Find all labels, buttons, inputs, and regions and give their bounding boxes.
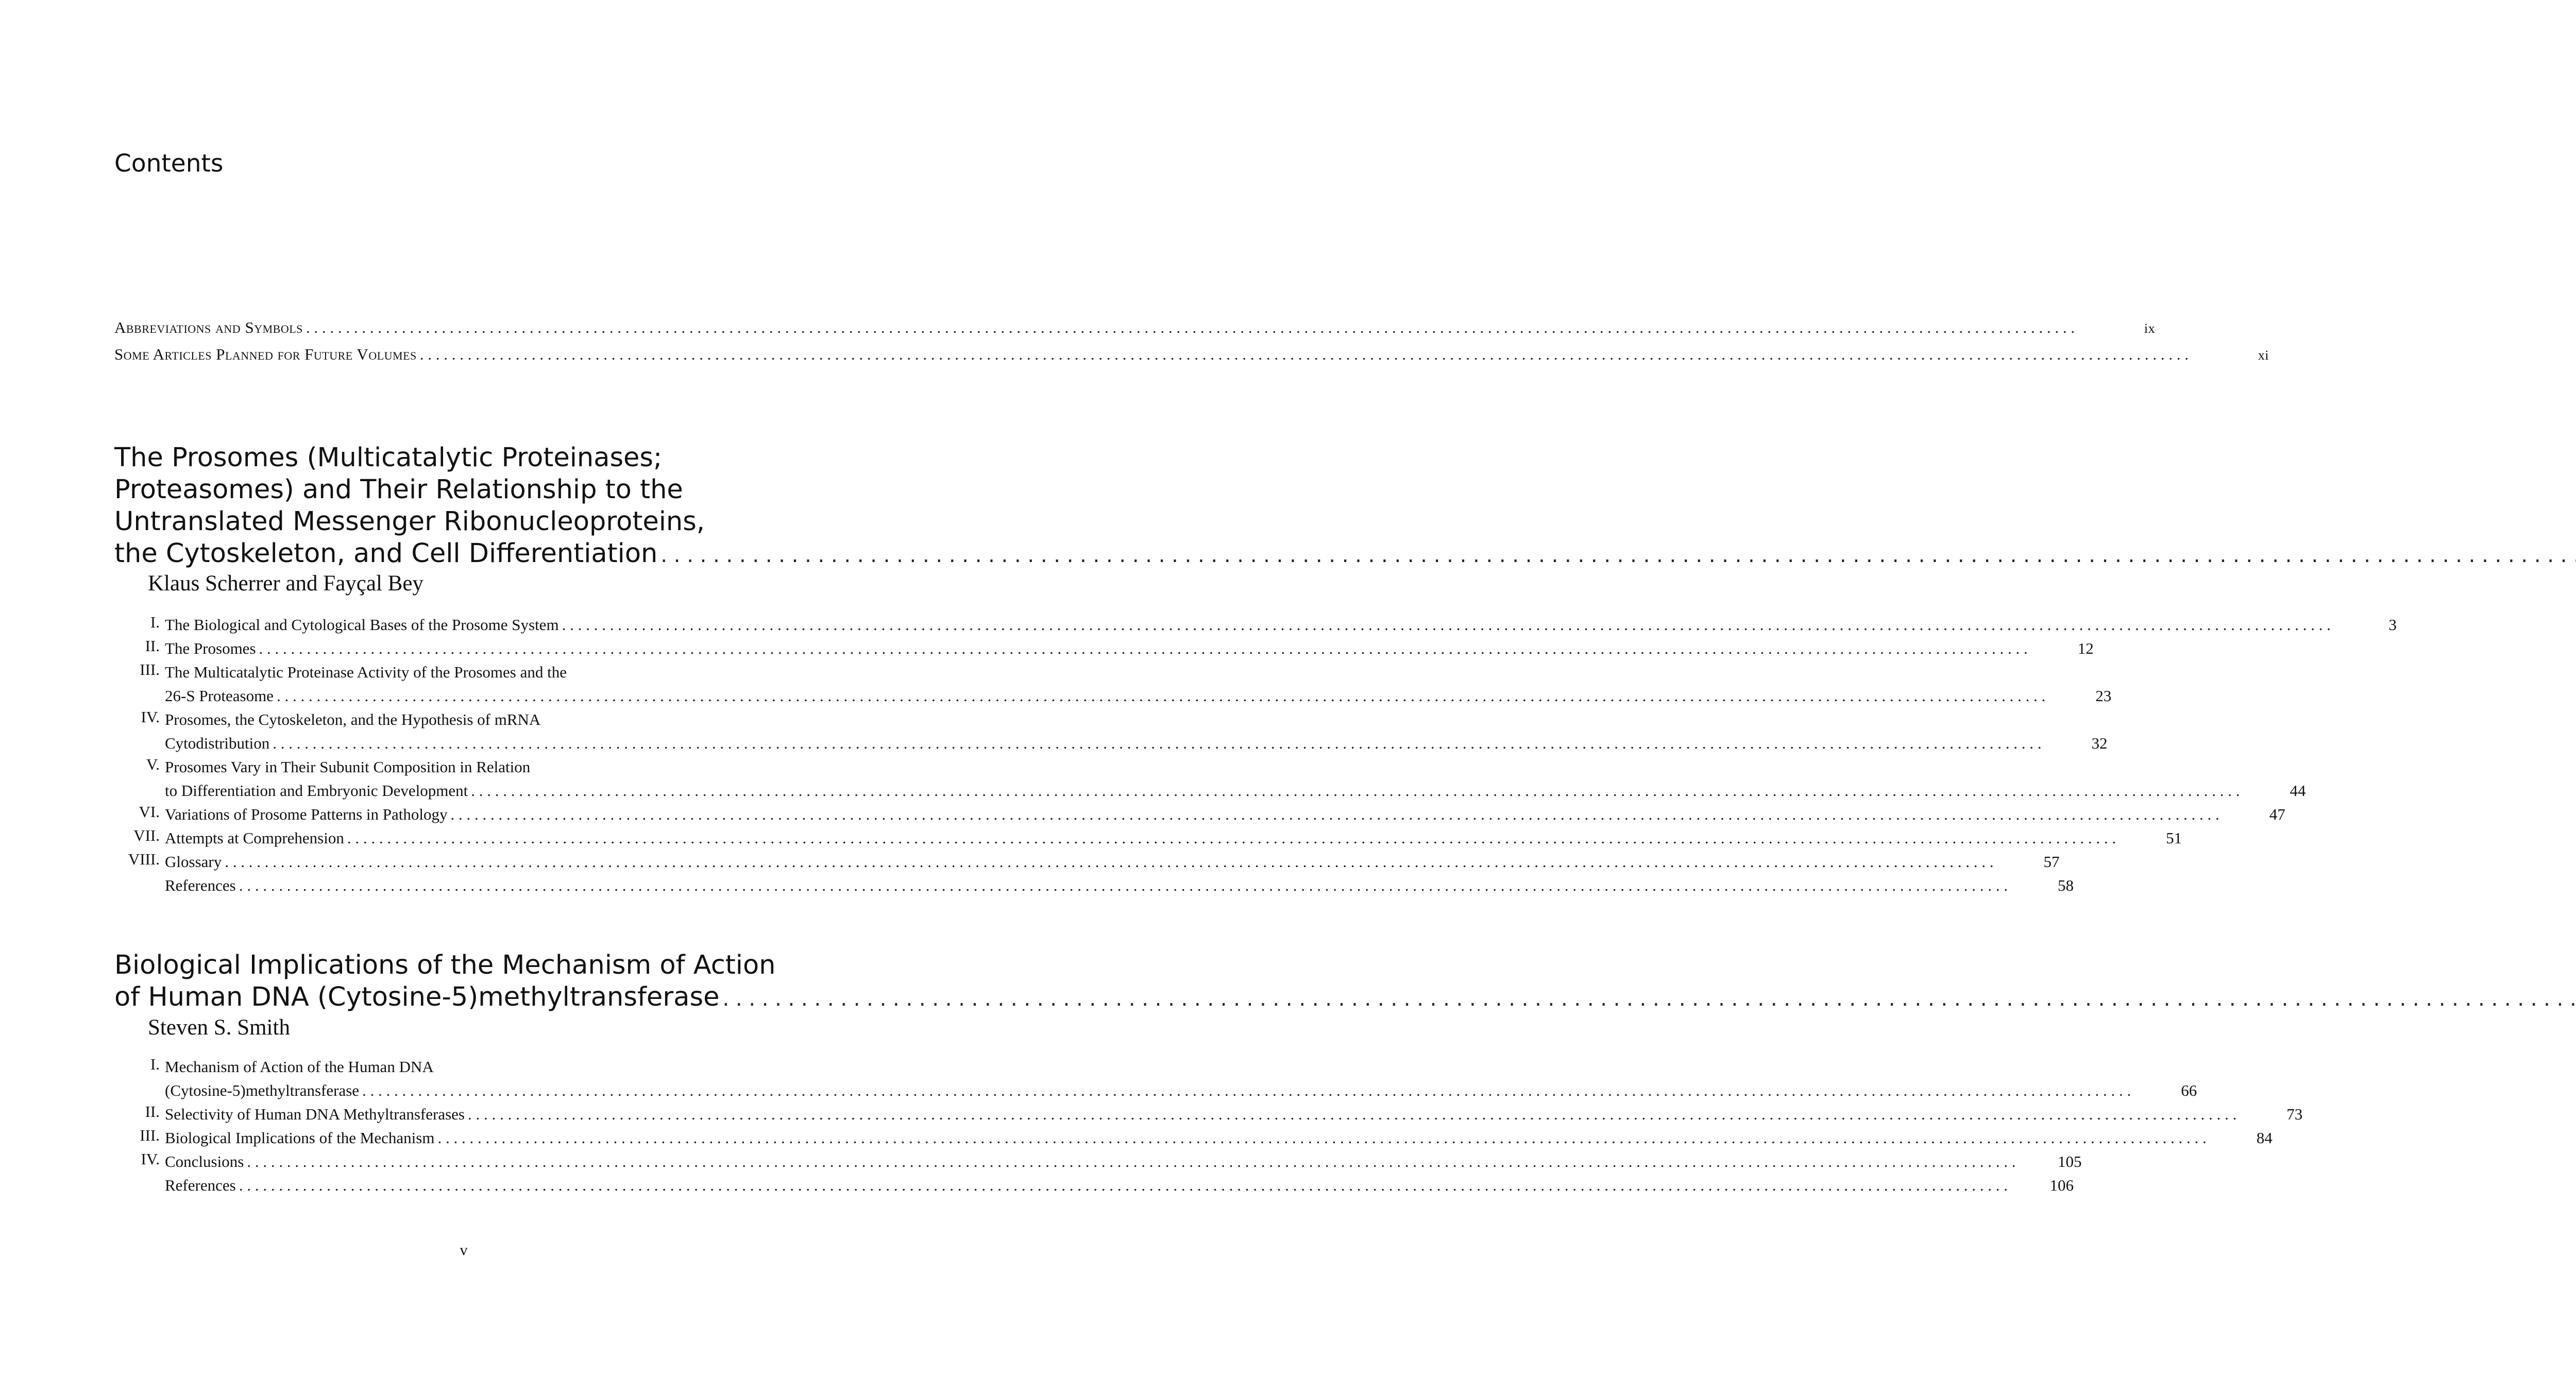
section-page: 51: [2166, 829, 2182, 847]
section-title: Attempts at Comprehension: [165, 829, 344, 847]
dot-leader: [273, 732, 2041, 755]
dot-leader: [239, 874, 2008, 897]
section-entry[interactable]: [114, 613, 2397, 637]
article-title-line: Biological Implications of the Mechanism of Action: [114, 950, 776, 980]
toc-entry-page: xi: [2258, 348, 2269, 363]
section-entry[interactable]: [114, 1102, 2303, 1126]
section-list: [114, 613, 2397, 897]
article-title-line: the Cytoskeleton, and Cell Differentiation: [114, 538, 658, 569]
section-title: Prosomes Vary in Their Subunit Composition in Relation: [165, 758, 531, 776]
dot-leader: [437, 1126, 2206, 1150]
section-page: 73: [2286, 1105, 2303, 1123]
section-entry[interactable]: [114, 637, 2094, 660]
section-title: (Cytosine-5)methyltransferase: [165, 1081, 360, 1099]
section-entry[interactable]: [114, 708, 2108, 755]
section-entry[interactable]: [114, 803, 2285, 826]
section-page: 44: [2290, 782, 2306, 800]
section-title: Mechanism of Action of the Human DNA: [165, 1058, 434, 1076]
section-title: to Differentiation and Embryonic Development: [165, 782, 468, 800]
section-page: 32: [2091, 734, 2108, 752]
section-number: I.: [150, 1055, 160, 1073]
dot-leader: [660, 539, 2576, 571]
section-title: References: [165, 1176, 236, 1194]
dot-leader: [468, 1102, 2236, 1126]
section-entry[interactable]: [114, 1055, 2197, 1102]
dot-leader: [239, 1174, 2008, 1197]
article-title[interactable]: [114, 442, 813, 571]
article-title-line: Proteasomes) and Their Relationship to the: [114, 474, 683, 505]
section-page: 106: [2049, 1176, 2074, 1194]
article-title-line: The Prosomes (Multicatalytic Proteinases;: [114, 443, 663, 473]
section-number: IV.: [141, 708, 160, 726]
dot-leader: [450, 803, 2219, 826]
section-number: II.: [145, 1102, 160, 1121]
section-title: Biological Implications of the Mechanism: [165, 1129, 435, 1147]
section-title: The Prosomes: [165, 639, 256, 657]
section-number: V.: [146, 755, 160, 773]
article-title-line: Untranslated Messenger Ribonucleoproteins,: [114, 506, 705, 537]
section-number: III.: [140, 1126, 160, 1144]
dot-leader: [420, 345, 2189, 364]
article-title[interactable]: [114, 949, 813, 1015]
section-entry[interactable]: [114, 826, 2182, 850]
page-number: v: [460, 1242, 468, 1259]
toc-entry-page: ix: [2144, 321, 2156, 336]
section-entry-references[interactable]: [114, 874, 2074, 897]
section-page: 105: [2058, 1152, 2082, 1171]
section-number: VI.: [139, 803, 160, 821]
section-page: 12: [2077, 639, 2094, 657]
dot-leader: [722, 983, 2576, 1015]
section-page: 47: [2269, 805, 2285, 823]
dot-leader: [362, 1079, 2131, 1102]
dot-leader: [562, 613, 2331, 637]
section-title: Conclusions: [165, 1152, 244, 1171]
section-page: 23: [2095, 687, 2112, 705]
section-number: VII.: [133, 826, 160, 844]
section-title: Cytodistribution: [165, 734, 270, 752]
section-title: Prosomes, the Cytoskeleton, and the Hypothesis of mRNA: [165, 710, 541, 728]
section-page: 57: [2043, 853, 2060, 871]
dot-leader: [225, 850, 1993, 874]
section-title: The Biological and Cytological Bases of the Prosome System: [165, 616, 559, 634]
section-number: II.: [145, 637, 160, 655]
section-list: [114, 1055, 2303, 1197]
section-page: 66: [2181, 1081, 2197, 1099]
section-entry[interactable]: [114, 1126, 2273, 1150]
dot-leader: [247, 1150, 2015, 1174]
section-title: The Multicatalytic Proteinase Activity of the Prosomes and the: [165, 663, 567, 681]
section-number: VIII.: [128, 850, 160, 868]
section-number: IV.: [141, 1150, 160, 1168]
article-author: Klaus Scherrer and Fayçal Bey: [148, 571, 423, 596]
section-title: 26-S Proteasome: [165, 687, 274, 705]
toc-entry-future-volumes[interactable]: [114, 345, 2269, 364]
section-title: Glossary: [165, 853, 222, 871]
article-title-line: of Human DNA (Cytosine-5)methyltransferase: [114, 982, 720, 1012]
dot-leader: [259, 637, 2028, 660]
page-title: Contents: [114, 149, 224, 178]
section-page: 3: [2388, 616, 2397, 634]
section-entry[interactable]: [114, 1150, 2082, 1174]
section-number: I.: [150, 613, 160, 631]
section-title: Selectivity of Human DNA Methyltransferases: [165, 1105, 465, 1123]
article-author: Steven S. Smith: [148, 1015, 290, 1040]
section-entry[interactable]: [114, 660, 2112, 708]
section-title: References: [165, 876, 236, 894]
section-number: III.: [140, 660, 160, 678]
toc-entry-label: Some Articles Planned for Future Volumes: [114, 345, 417, 363]
section-entry[interactable]: [114, 755, 2306, 803]
dot-leader: [306, 318, 2075, 337]
dot-leader: [347, 826, 2116, 850]
dot-leader: [471, 779, 2240, 803]
toc-entry-abbreviations[interactable]: [114, 318, 2156, 337]
toc-entry-label: Abbreviations and Symbols: [114, 318, 303, 336]
section-page: 84: [2256, 1129, 2273, 1147]
section-entry-references[interactable]: [114, 1174, 2074, 1197]
section-title: Variations of Prosome Patterns in Pathology: [165, 805, 448, 823]
dot-leader: [277, 684, 2045, 708]
section-entry[interactable]: [114, 850, 2060, 874]
section-page: 58: [2057, 876, 2074, 894]
